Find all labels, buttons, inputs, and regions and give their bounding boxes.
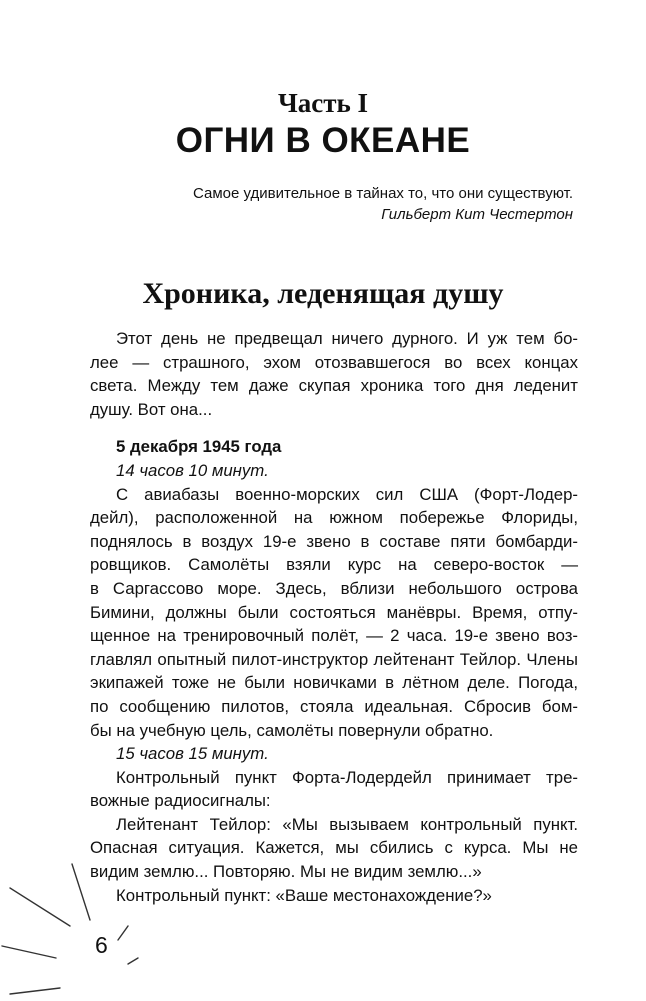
text-line: главлял опытный пилот-инструктор лейтенант Тейлор. Члены xyxy=(90,649,578,669)
chapter-title: Хроника, леденящая душу xyxy=(142,277,504,310)
body-text xyxy=(90,327,578,907)
chronicle-time-1: 14 часов 10 минут. xyxy=(116,460,269,480)
text-line: поднялось в воздух 19-е звено в составе пяти бомбарди- xyxy=(90,531,578,551)
chronicle-paragraph-1 xyxy=(90,483,578,743)
ray-line xyxy=(118,926,128,940)
text-line: бы на учебную цель, самолёты повернули обратно. xyxy=(90,720,494,740)
text-line: Контрольный пункт Форта-Лодердейл принимает тре- xyxy=(116,767,578,787)
intro-paragraph xyxy=(90,327,578,421)
part-label: Часть I xyxy=(277,88,369,118)
text-line: душу. Вот она... xyxy=(90,399,213,419)
text-line: по сообщению пилотов, стояла идеальная. Сбросив бом- xyxy=(90,696,578,716)
chronicle-paragraph-3 xyxy=(90,813,578,884)
text-line: Бимини, должны были состояться манёвры. Время, отпу- xyxy=(90,602,578,622)
chronicle-paragraph-2 xyxy=(90,766,578,813)
text-line: видим землю... Повторяю. Мы не видим землю...» xyxy=(90,862,482,882)
text-line: Контрольный пункт: «Ваше местонахождение?» xyxy=(116,885,492,905)
text-line: ровщиков. Самолёты взяли курс на северо-восток — xyxy=(90,555,578,575)
text-line: Опасная ситуация. Кажется, мы сбились с курса. Мы не xyxy=(90,838,578,858)
text-line: дейл), расположенной на южном побережье Флориды, xyxy=(90,508,578,528)
text-line: Этот день не предвещал ничего дурного. И уж тем бо- xyxy=(116,329,578,348)
text-line: С авиабазы военно-морских сил США (Форт-Лодер- xyxy=(116,484,578,504)
ray-line xyxy=(10,988,60,994)
text-line: вожные радиосигналы: xyxy=(90,791,271,811)
epigraph-author: Гильберт Кит Честертон xyxy=(381,206,573,223)
text-line: щенное на тренировочный полёт, — 2 часа. 19-е звено воз- xyxy=(90,626,578,646)
text-line: экипажей тоже не были новичками в лётном деле. Погода, xyxy=(90,673,578,693)
text-line: в Саргассово море. Здесь, вблизи небольшого острова xyxy=(90,578,578,598)
chronicle-date: 5 декабря 1945 года xyxy=(116,437,282,457)
ray-line xyxy=(2,946,56,958)
part-title: ОГНИ В ОКЕАНЕ xyxy=(175,121,471,160)
ray-line xyxy=(72,864,90,920)
ray-line xyxy=(10,888,70,926)
text-line: Лейтенант Тейлор: «Мы вызываем контрольный пункт. xyxy=(116,814,578,834)
text-line: света. Между тем даже скупая хроника того дня леденит xyxy=(90,376,578,396)
page-corner-rays-decoration xyxy=(0,860,150,1001)
page-number: 6 xyxy=(95,932,108,958)
epigraph xyxy=(103,183,573,225)
epigraph-quote: Самое удивительное в тайнах то, что они существуют. xyxy=(193,185,573,202)
text-line: лее — страшного, эхом отозвавшегося во всех концах xyxy=(90,352,578,372)
ray-line xyxy=(128,958,138,964)
chronicle-paragraph-4 xyxy=(90,884,578,908)
chronicle-time-2: 15 часов 15 минут. xyxy=(116,744,269,764)
